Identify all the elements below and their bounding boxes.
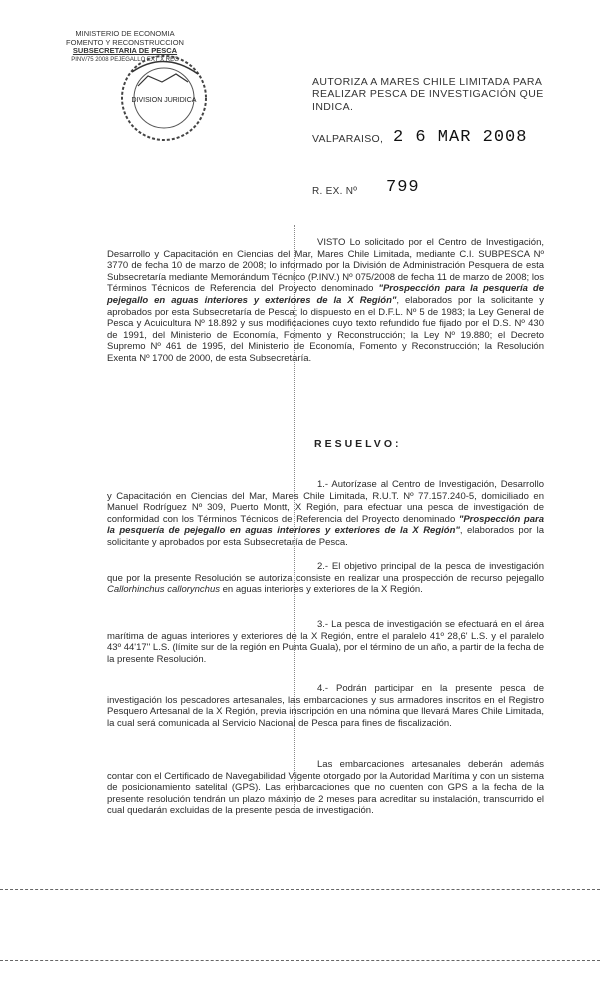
article-1-text-continued: , elaborados por la solicitante y aprobados por esta Subsecretaría de Pesca. [107,525,544,548]
official-seal-icon [118,52,210,144]
resolution-number: 799 [386,178,420,197]
article-4-continued [107,759,544,817]
scan-edge-line [0,889,600,890]
visto-paragraph [107,237,544,365]
stamped-date: 2 6 MAR 2008 [393,128,528,147]
article-4-text: 4.- Podrán participar en la presente pesca de investigación los pescadores artesanales, las embarcaciones y sus armadores inscritos en el Registro Pesquero Artesanal de la X Región, previa inscripción en una nómina que llevará Mares Chile Limitada, la cual será comunicada al Servicio Nacional de Pesca para fines de fiscalización. [107,683,544,729]
reference-code: PINV/75 2008 PEJEGALLO EXT X REG [71,56,179,63]
visto-text: Lo solicitado por el Centro de Investigación, Desarrollo y Capacitación en Ciencias del Mar, Mares Chile Limitada, mediante C.I. SUBPESCA Nº 3770 de fecha 10 de marzo de 2008; lo informado por la División de Administración Pesquera de esta Subsecretaría mediante Memorándum Técnico (P.INV.) Nº 075/2008 de fecha 11 de marzo de 2008; los Términos Técnicos de Referencia del Proyecto denominado [107,237,544,295]
article-1-text: 1.- Autorízase al Centro de Investigación, Desarrollo y Capacitación en Ciencias del Mar, Mares Chile Limitada, R.U.T. Nº 77.157.240-5, domiciliado en Manuel Rodríguez Nº 309, Puerto Montt, X Región, para efectuar una pesca de investigación de conformidad con los Términos Técnicos de Referencia del Proyecto denominado [107,479,544,525]
resuelvo-heading: RESUELVO: [314,438,402,450]
visto-text-continued: , elaborados por la solicitante y aprobados por esta Subsecretaría de Pesca; lo dispuesto en el D.F.L. Nº 5 de 1983; la Ley General de Pesca y Acuicultura Nº 18.892 y sus modificaciones cuyo texto refundido fue fijado por el D.S. Nº 430 de 1991, del Ministerio de Economía, Fomento y Reconstrucción; la Ley Nº 19.880; el Decreto Supremo Nº 461 de 1995, del Ministerio de Economía, Fomento y Reconstrucción; la Resolución Exenta Nº 1700 de 2000, de esta Subsecretaría. [107,294,544,364]
article-1 [107,479,544,549]
article-3 [107,619,544,665]
resolution-subject: AUTORIZA A MARES CHILE LIMITADA PARA REALIZAR PESCA DE INVESTIGACIÓN QUE INDICA. [312,76,544,113]
article-2-text: 2.- El objetivo principal de la pesca de investigación que por la presente Resolución se autoriza consiste en realizar una prospección de recurso pejegallo [107,561,544,584]
ministry-line-2: FOMENTO Y RECONSTRUCCION [66,37,184,47]
article-3-text: 3.- La pesca de investigación se efectuará en el área marítima de aguas interiores y exteriores de la X Región, entre el paralelo 41º 28,6' L.S. y el paralelo 43º 44'17'' L.S. (límite sur de la región en Punta Guala), por el término de un año, a partir de la fecha de la presente Resolución. [107,619,544,665]
seal-label: DIVISION JURIDICA [131,97,197,104]
city-label: VALPARAISO, [312,133,384,145]
article-2 [107,561,544,596]
visto-lead: VISTO [317,237,346,248]
resolution-label: R. EX. Nº [312,186,358,197]
article-4 [107,683,544,729]
article-2-text-continued: en aguas interiores y exteriores de la X Región. [220,584,423,596]
scan-edge-line-bottom [0,960,600,961]
subsecretaria-name: SUBSECRETARIA DE PESCA [72,46,178,56]
ministry-line-1: MINISTERIO DE ECONOMIA [75,29,175,38]
article-4-continued-text: Las embarcaciones artesanales deberán además contar con el Certificado de Navegabilidad Vigente otorgado por la Autoridad Marítima y con un sistema de posicionamiento satelital (GPS). Las embarcaciones que no cuenten con GPS a la fecha de la presente resolución tendrán un plazo máximo de 2 meses para acreditar su instalación, transcurrido el cual quedarán excluidas de la presente pesca de investigación. [107,759,544,817]
visto-project-title: "Prospección para la pesquería de pejegallo en aguas interiores y exteriores de la X Región" [107,283,544,306]
article-1-project-title: "Prospección para la pesquería de pejegallo en aguas interiores y exteriores de la X Región" [107,513,544,537]
article-2-species: Callorhinchus callorynchus [107,584,220,596]
